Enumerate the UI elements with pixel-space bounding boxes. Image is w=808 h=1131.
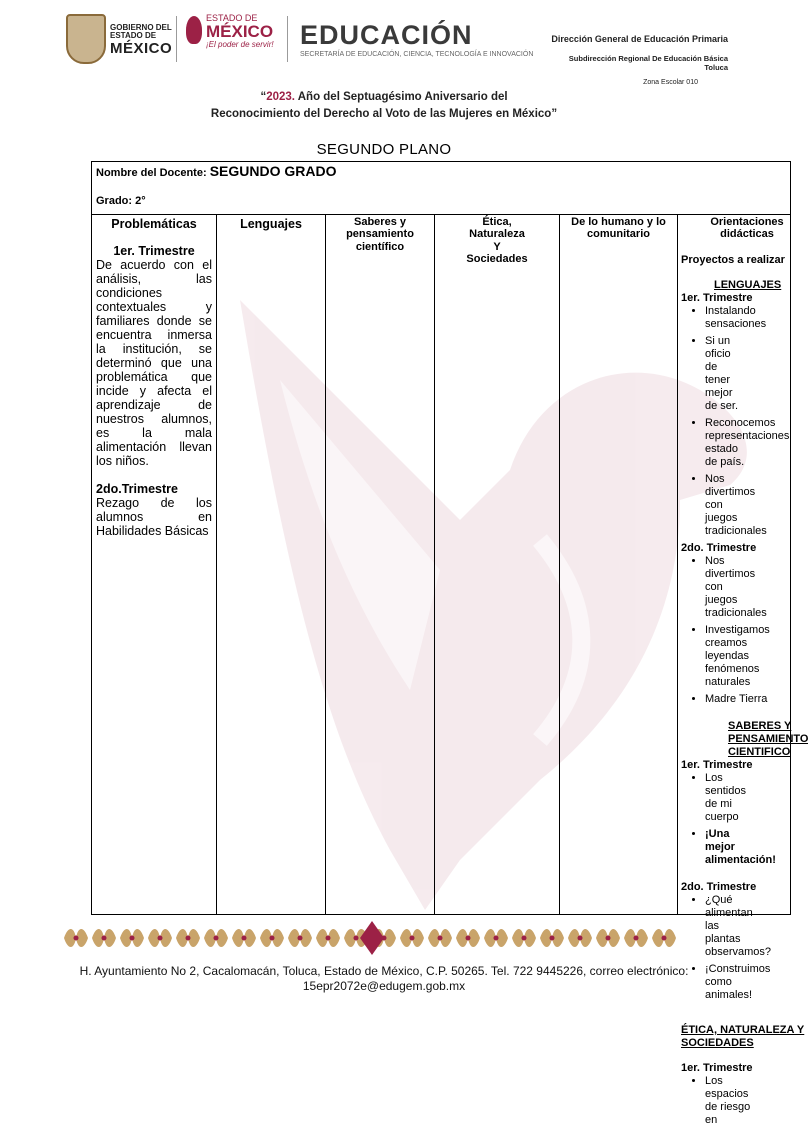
gob-logo-line3: MÉXICO (110, 39, 173, 57)
ornament-dot (606, 936, 611, 941)
gob-logo-line1: GOBIERNO DEL (110, 23, 172, 32)
ornament-dot (298, 936, 303, 941)
proyectos-heading: Proyectos a realizar (681, 254, 785, 266)
col-header-saberes-line1: Saberes y (354, 216, 406, 228)
col-header-orientaciones-line1: Orientaciones (710, 216, 784, 228)
footer-email: 15epr2072e@edugem.gob.mx (302, 979, 466, 993)
ornament-dot (158, 936, 163, 941)
trimestre-heading: 1er. Trimestre (681, 292, 753, 304)
ornament-dot (662, 936, 667, 941)
ornament-dot (74, 936, 79, 941)
trimestre-heading: 2do.Trimestre (96, 482, 178, 496)
year-motto (0, 89, 768, 122)
zona-escolar-clipped: Zona Escolar 010 (643, 79, 698, 86)
table-col-divider (325, 214, 326, 915)
trimestre-heading: 1er. Trimestre (681, 759, 753, 771)
orientaciones-cell (681, 254, 808, 1131)
col-header-humano (560, 216, 677, 241)
motto-line1: Año del Septuagésimo Aniversario del (294, 91, 508, 103)
direccion-general: Dirección General de Educación Primaria (551, 34, 728, 44)
ornament-dot (634, 936, 639, 941)
footer-line1: H. Ayuntamiento No 2, Cacalomacán, Toluca, Estado de México, C.P. 50265. Tel. 722 9445226, correo electrónico: (79, 964, 689, 978)
col-header-problematicas: Problemáticas (111, 217, 197, 231)
header-divider (176, 16, 177, 62)
table-col-divider (434, 214, 435, 915)
edomex-logo-line2: MÉXICO (206, 22, 274, 42)
ornament-dot (410, 936, 415, 941)
list-item: • ¿Qué alimentan las plantas observamos? (705, 894, 749, 959)
ornament-dot (214, 936, 219, 941)
col-header-etica-line1: Ética, (482, 216, 512, 228)
ornament-dot (102, 936, 107, 941)
ornament-dot (578, 936, 583, 941)
col-header-humano-line2: comunitario (587, 228, 650, 241)
etica-heading-line2: SOCIEDADES (681, 1037, 754, 1049)
list-item: • Nos divertimos con juegos tradicionales (705, 473, 749, 538)
list-item: • ¡Construimos como animales! (705, 963, 749, 1002)
col-header-orientaciones-line2: didácticas (720, 228, 774, 241)
ornament-dot (522, 936, 527, 941)
docente-value: SEGUNDO GRADO (209, 163, 337, 179)
ornament-dot (186, 936, 191, 941)
col-header-etica-line4: Sociedades (466, 252, 528, 265)
ornament-dot (438, 936, 443, 941)
header-divider (287, 16, 288, 62)
ornament-dot (550, 936, 555, 941)
col-header-etica-line2: Naturaleza (469, 228, 525, 241)
ornament-dot (270, 936, 275, 941)
hummingbird-icon (186, 16, 202, 44)
list-item: • Reconocemos representaciones estado de país. (705, 417, 749, 469)
edomex-logo-line1: ESTADO DE (206, 13, 258, 23)
trimestre-heading: 1er. Trimestre (113, 244, 195, 258)
table-col-divider (216, 214, 217, 915)
trimestre-heading: 2do. Trimestre (681, 542, 757, 554)
list-item: • Los sentidos de mi cuerpo (705, 772, 749, 824)
gobierno-estado-mexico-logo (66, 14, 173, 68)
decorative-border (62, 921, 682, 955)
table-row-divider (91, 214, 791, 215)
problematicas-cell (96, 244, 212, 538)
ornament-dot (242, 936, 247, 941)
saberes-heading-line3: CIENTIFICO (728, 746, 791, 758)
col-header-etica-line3: Y (493, 240, 501, 253)
list-item: • Investigamos creamos leyendas fenómenos naturales (705, 624, 749, 689)
gob-logo-line2: ESTADO DE (110, 31, 157, 41)
ornament-dot (494, 936, 499, 941)
saberes-heading-line1: SABERES Y (728, 720, 792, 732)
problematica-2-text: Rezago de los alumnos en Habilidades Básicas (96, 496, 212, 538)
motto-line2: Reconocimiento del Derecho al Voto de las Mujeres en México” (210, 107, 558, 120)
subdireccion-regional (569, 54, 728, 72)
col-header-humano-line1: De lo humano y lo (571, 216, 666, 228)
grado-field: Grado: 2° (96, 195, 146, 207)
secretaria-subtitle: SECRETARÍA DE EDUCACIÓN, CIENCIA, TECNOLOGÍA E INNOVACIÓN (300, 51, 534, 58)
list-item: • Instalando sensaciones (705, 305, 745, 331)
coat-of-arms-icon (66, 14, 106, 64)
table-col-divider (559, 214, 560, 915)
orientaciones-clip (678, 236, 808, 1126)
ornament-dot (466, 936, 471, 941)
trimestre-heading: 2do. Trimestre (681, 881, 757, 893)
footer-address (0, 964, 768, 994)
list-item: • Si un oficio de tener mejor de ser. (705, 335, 745, 413)
edomex-logo (186, 14, 276, 60)
motto-year: 2023. (266, 91, 295, 103)
page-title: SEGUNDO PLANO (316, 141, 452, 158)
ornament-dot (354, 936, 359, 941)
col-header-saberes (326, 216, 434, 253)
list-item: • Los espacios de riesgo en (705, 1075, 755, 1127)
col-header-etica (435, 216, 559, 265)
list-item: • Nos divertimos con juegos tradicionales (705, 555, 749, 620)
educacion-title: EDUCACIÓN (300, 20, 473, 50)
motto-quote: “ (260, 91, 267, 103)
edomex-logo-slogan: ¡El poder de servir! (206, 40, 274, 50)
etica-heading-line1: ÉTICA, NATURALEZA Y (681, 1024, 805, 1036)
lenguajes-heading: LENGUAJES (714, 279, 782, 291)
problematica-1-text: De acuerdo con el análisis, las condiciones contextuales y familiares donde se encuentra inmersa la institución, se determinó que una problemática que incide y afecta el aprendizaje de nuestros alumnos, es la mala alimentación llevan los niños. (96, 258, 212, 468)
saberes-heading-line2: PENSAMIENTO (728, 733, 808, 745)
ornament-center (360, 921, 384, 955)
subdireccion-line1: Subdirección Regional De Educación Básica (568, 54, 728, 63)
docente-label: Nombre del Docente: (96, 167, 207, 179)
docente-field (96, 163, 337, 179)
subdireccion-line2: Toluca (704, 63, 728, 72)
col-header-saberes-line2: pensamiento (346, 228, 414, 241)
list-item: • Madre Tierra (705, 693, 781, 706)
ornament-dot (326, 936, 331, 941)
ornament-dot (130, 936, 135, 941)
list-item: • ¡Una mejor alimentación! (705, 828, 749, 867)
trimestre-heading: 1er. Trimestre (681, 1062, 753, 1074)
col-header-lenguajes: Lenguajes (240, 217, 302, 231)
col-header-saberes-line3: científico (355, 240, 405, 253)
